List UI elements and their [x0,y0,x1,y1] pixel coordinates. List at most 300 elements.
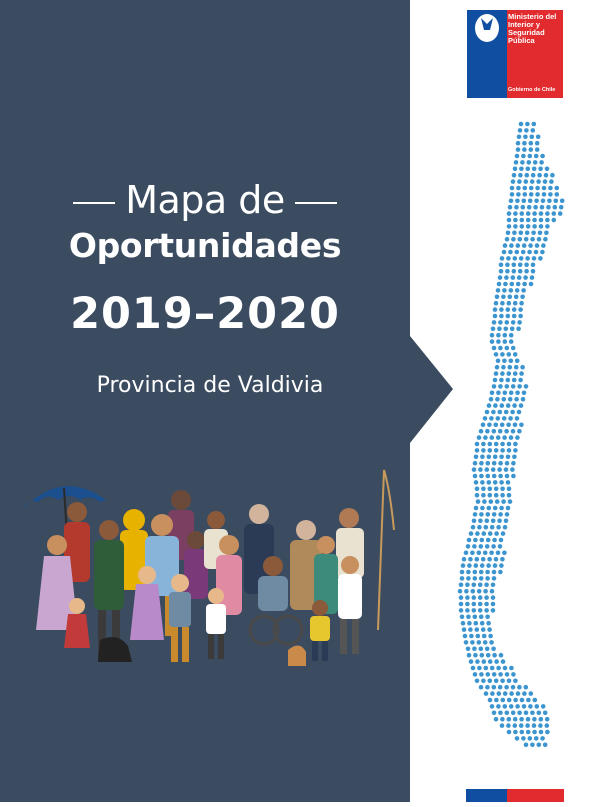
map-dot [479,615,484,620]
map-dot [513,256,518,261]
map-dot [472,608,477,613]
map-dot [520,698,525,703]
map-dot [475,531,480,536]
map-dot [519,423,524,428]
map-dot [509,243,514,248]
map-dot [479,474,484,479]
map-dot [510,327,515,332]
map-dot [507,493,512,498]
map-dot [508,416,513,421]
map-dot [492,474,497,479]
map-dot [535,147,540,152]
map-dot [459,602,464,607]
map-dot [540,154,545,159]
map-dot [544,231,549,236]
map-dot [516,327,521,332]
map-dot [484,525,489,530]
map-dot [514,397,519,402]
map-dot [493,378,498,383]
map-dot [466,544,471,549]
map-dot [493,506,498,511]
map-dot [482,634,487,639]
map-dot [491,595,496,600]
map-dot [475,487,480,492]
map-dot [507,352,512,357]
map-dot [507,679,512,684]
map-dot [503,282,508,287]
map-dot [513,679,518,684]
map-dot [526,211,531,216]
title-years: 2019–2020 [70,289,340,339]
map-dot [491,583,496,588]
map-dot [477,435,482,440]
map-dot [525,173,530,178]
map-dot [482,499,487,504]
map-dot [497,691,502,696]
cat-icon [288,645,306,666]
map-dot [483,640,488,645]
map-dot [510,186,515,191]
map-dot [463,634,468,639]
map-dot [526,717,531,722]
map-dot [478,595,483,600]
map-dot [498,474,503,479]
map-dot [499,455,504,460]
map-dot [511,685,516,690]
map-dot [518,269,523,274]
map-dot [507,730,512,735]
map-dot [506,231,511,236]
map-dot [516,186,521,191]
map-dot [475,679,480,684]
map-dot [493,403,498,408]
map-dot [506,506,511,511]
map-dot [530,179,535,184]
map-dot [521,205,526,210]
map-dot [490,704,495,709]
map-dot [530,743,535,748]
map-dot [505,269,510,274]
map-dot [487,627,492,632]
map-dot [513,167,518,172]
map-dot [530,135,535,140]
map-dot [472,519,477,524]
map-dot [509,691,514,696]
map-dot [534,199,539,204]
map-dot [512,269,517,274]
map-dot [486,474,491,479]
map-dot [513,211,518,216]
map-dot [469,531,474,536]
map-dot [507,448,512,453]
map-dot [522,704,527,709]
map-dot [506,378,511,383]
map-dot [496,525,501,530]
map-dot [466,576,471,581]
map-dot [486,512,491,517]
map-dot [513,224,518,229]
chile-emblem-icon [475,14,499,42]
map-dot [505,263,510,268]
map-dot [485,576,490,581]
map-dot [462,627,467,632]
map-dot [495,365,500,370]
map-dot [488,448,493,453]
map-dot [497,519,502,524]
map-dot [524,179,529,184]
map-dot [558,211,563,216]
map-dot [498,429,503,434]
map-dot [533,160,538,165]
map-dot [513,723,518,728]
map-dot [461,563,466,568]
map-dot [491,608,496,613]
map-dot [507,717,512,722]
map-dot [541,704,546,709]
map-dot [481,627,486,632]
map-dot [513,717,518,722]
map-dot [465,602,470,607]
map-dot [521,250,526,255]
map-dot [504,327,509,332]
map-dot [530,711,535,716]
map-dot [508,295,513,300]
map-dot [503,691,508,696]
map-dot [513,301,518,306]
map-dot [535,704,540,709]
map-dot [524,263,529,268]
map-dot [530,275,535,280]
map-dot [513,698,518,703]
map-dot [483,435,488,440]
map-dot [546,205,551,210]
title-text-1: Mapa de [125,178,285,222]
map-dot [515,199,520,204]
map-dot [478,519,483,524]
map-dot [515,736,520,741]
map-dot [473,576,478,581]
map-dot [512,314,517,319]
logo-footer: Gobierno de Chile [508,87,556,93]
map-dot [481,442,486,447]
map-dot [480,538,485,543]
map-dot [518,173,523,178]
map-dot [477,589,482,594]
map-dot [534,154,539,159]
map-dot [498,461,503,466]
map-dot [488,442,493,447]
map-dot [524,384,529,389]
map-dot [507,218,512,223]
map-dot [479,570,484,575]
map-dot [508,397,513,402]
map-dot [519,403,524,408]
map-dot [520,218,525,223]
map-dot [464,640,469,645]
map-dot [550,173,555,178]
map-dot [517,275,522,280]
map-dot [469,659,474,664]
map-dot [485,647,490,652]
map-dot [499,563,504,568]
map-dot [472,467,477,472]
map-dot [555,192,560,197]
map-dot [539,211,544,216]
map-dot [511,275,516,280]
map-dot [517,179,522,184]
title-line-1 [0,178,410,222]
map-dot [523,135,528,140]
map-dot [492,653,497,658]
map-dot [520,365,525,370]
map-dot [480,506,485,511]
map-dot [484,595,489,600]
map-dot [522,391,527,396]
map-dot [486,621,491,626]
map-dot [474,563,479,568]
map-dot [477,640,482,645]
map-dot [500,723,505,728]
map-dot [486,672,491,677]
map-dot [475,627,480,632]
map-dot [500,403,505,408]
map-dot [480,455,485,460]
map-dot [507,211,512,216]
map-dot [517,410,522,415]
map-dot [543,743,548,748]
map-dot [512,173,517,178]
map-dot [515,154,520,159]
map-dot [534,250,539,255]
map-dot [503,243,508,248]
map-dot [512,455,517,460]
map-dot [545,730,550,735]
map-dot [489,416,494,421]
map-dot [501,499,506,504]
map-dot [459,583,464,588]
map-dot [471,589,476,594]
map-dot [467,538,472,543]
map-dot [475,448,480,453]
map-dot [527,205,532,210]
map-dot [491,647,496,652]
title-line-2: Oportunidades [68,226,342,265]
map-dot [472,544,477,549]
map-dot [502,250,507,255]
map-dot [477,666,482,671]
map-dot [496,704,501,709]
map-dot [517,320,522,325]
map-dot [499,314,504,319]
map-dot [504,429,509,434]
map-dot [508,250,513,255]
map-dot [500,442,505,447]
map-dot [481,493,486,498]
map-dot [486,563,491,568]
map-dot [490,666,495,671]
map-dot [537,237,542,242]
map-dot [523,275,528,280]
map-dot [516,282,521,287]
map-dot [494,493,499,498]
map-dot [535,192,540,197]
map-dot [505,672,510,677]
map-dot [477,525,482,530]
map-dot [496,551,501,556]
map-dot [503,525,508,530]
map-dot [515,288,520,293]
map-dot [500,256,505,261]
map-dot [473,474,478,479]
map-dot [524,269,529,274]
map-dot [519,167,524,172]
map-dot [506,307,511,312]
map-dot [479,461,484,466]
map-dot [496,339,501,344]
map-dot [531,231,536,236]
map-dot [536,179,541,184]
map-dot [514,205,519,210]
map-dot [505,237,510,242]
map-dot [509,199,514,204]
map-dot [517,685,522,690]
map-dot [515,435,520,440]
map-dot [522,147,527,152]
map-dot [521,397,526,402]
map-dot [460,570,465,575]
map-dot [527,250,532,255]
map-dot [545,717,550,722]
map-dot [492,384,497,389]
map-dot [478,467,483,472]
map-dot [504,685,509,690]
map-dot [499,263,504,268]
map-dot [511,237,516,242]
map-dot [538,167,543,172]
map-dot [489,397,494,402]
map-dot [520,224,525,229]
map-dot [517,711,522,716]
map-dot [511,461,516,466]
map-dot [475,442,480,447]
title-rule-right [295,202,337,204]
map-dot [499,307,504,312]
map-dot [509,359,514,364]
map-dot [509,333,514,338]
map-dot [494,371,499,376]
map-dot [481,557,486,562]
map-dot [526,698,531,703]
map-dot [484,666,489,671]
map-dot [524,685,529,690]
map-dot [512,231,517,236]
map-dot [537,711,542,716]
map-dot [498,570,503,575]
map-dot [504,410,509,415]
map-dot [492,711,497,716]
map-dot [525,231,530,236]
map-dot [466,647,471,652]
map-dot [520,730,525,735]
map-dot [493,480,498,485]
map-dot [488,531,493,536]
map-dot [473,512,478,517]
map-dot [492,685,497,690]
map-dot [500,371,505,376]
map-dot [500,301,505,306]
map-dot [503,339,508,344]
map-dot [496,359,501,364]
map-dot [480,563,485,568]
map-dot [511,346,516,351]
map-dot [542,192,547,197]
map-dot [485,429,490,434]
map-dot [487,480,492,485]
map-dot [490,525,495,530]
map-dot [466,615,471,620]
map-dot [519,122,524,127]
map-dot [494,423,499,428]
map-dot [545,224,550,229]
map-dot [513,448,518,453]
map-dot [488,679,493,684]
map-dot [498,346,503,351]
map-dot [500,448,505,453]
map-dot [514,365,519,370]
map-dot [524,711,529,716]
map-dot [541,243,546,248]
map-dot [517,384,522,389]
map-dot [539,160,544,165]
map-dot [512,263,517,268]
map-dot [494,557,499,562]
map-dot [508,499,513,504]
map-dot [498,672,503,677]
map-dot [487,557,492,562]
map-dot [507,371,512,376]
map-dot [537,743,542,748]
map-dot [486,461,491,466]
map-dot [492,320,497,325]
map-dot [488,698,493,703]
map-dot [473,653,478,658]
map-dot [479,429,484,434]
map-dot [470,640,475,645]
map-dot [513,371,518,376]
map-dot [511,179,516,184]
map-dot [509,288,514,293]
map-dot [500,487,505,492]
map-dot [509,435,514,440]
map-dot [522,199,527,204]
map-dot [518,237,523,242]
title-rule-left [73,202,115,204]
map-dot [528,736,533,741]
map-dot [536,135,541,140]
map-dot [502,359,507,364]
map-dot [479,685,484,690]
map-dot [465,595,470,600]
map-dot [512,403,517,408]
map-dot [512,378,517,383]
map-dot [521,154,526,159]
map-dot [496,435,501,440]
map-dot [474,506,479,511]
map-dot [505,512,510,517]
map-dot [520,211,525,216]
map-dot [506,480,511,485]
map-dot [511,384,516,389]
